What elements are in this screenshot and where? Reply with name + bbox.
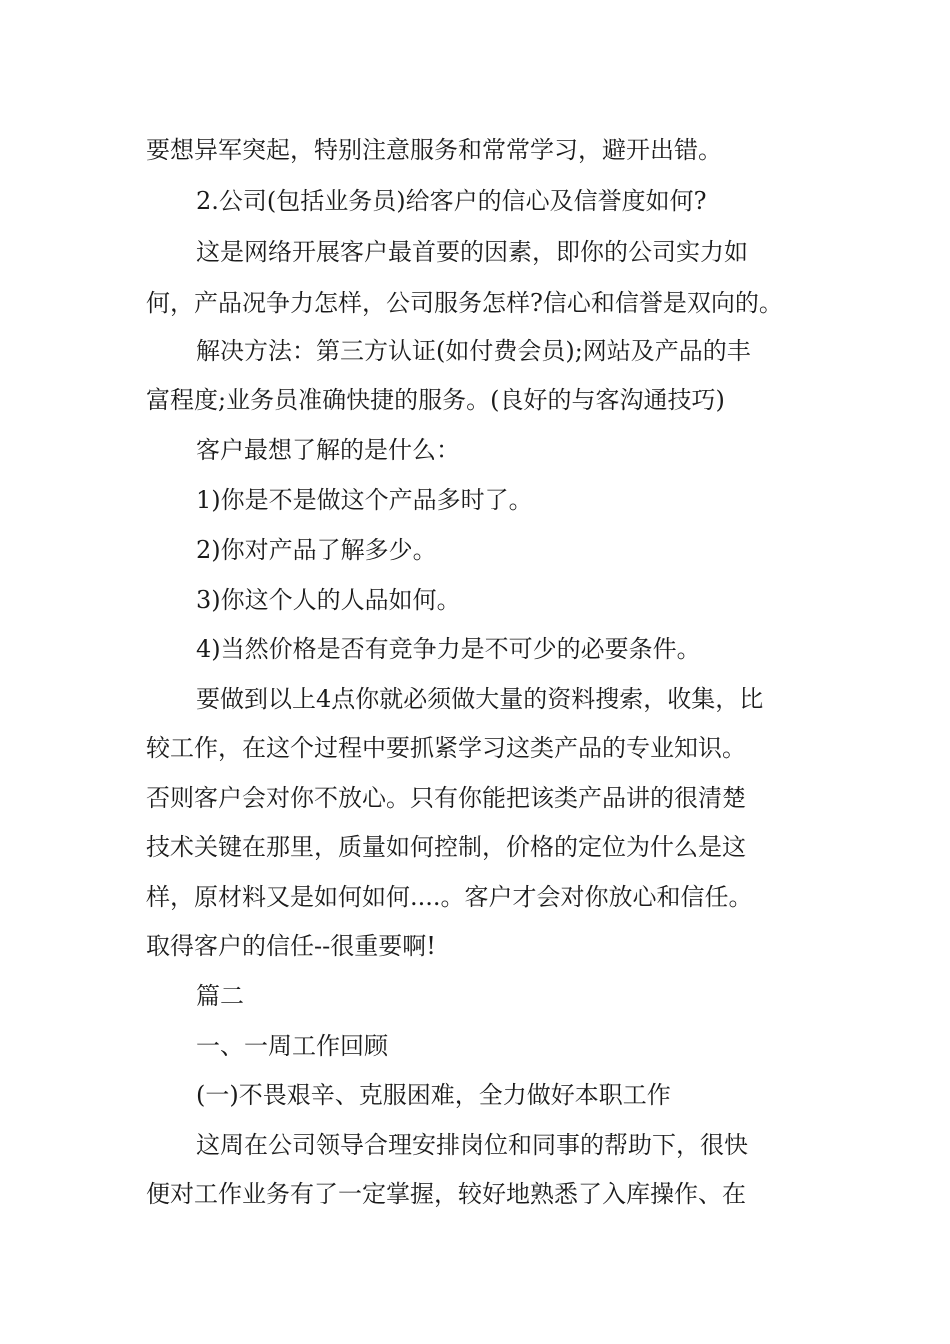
text-line: 样，原材料又是如何如何....。客户才会对你放心和信任。 [146, 883, 753, 911]
text-line: 技术关键在那里，质量如何控制，价格的定位为什么是这 [146, 833, 746, 861]
text-line: 要想异军突起，特别注意服务和常常学习，避开出错。 [146, 136, 722, 164]
text-line: 客户最想了解的是什么： [196, 436, 460, 464]
list-item: 4)当然价格是否有竞争力是不可少的必要条件。 [196, 635, 701, 663]
text-line: 要做到以上4点你就必须做大量的资料搜索，收集，比 [196, 685, 764, 713]
text-line: 否则客户会对你不放心。只有你能把该类产品讲的很清楚 [146, 784, 746, 812]
subsection-heading: (一)不畏艰辛、克服困难，全力做好本职工作 [196, 1081, 671, 1109]
list-item: 1)你是不是做这个产品多时了。 [196, 486, 533, 514]
list-item: 3)你这个人的人品如何。 [196, 586, 461, 614]
section-heading: 篇二 [196, 982, 244, 1010]
text-line: 富程度;业务员准确快捷的服务。(良好的与客沟通技巧) [146, 386, 725, 414]
text-line: 较工作，在这个过程中要抓紧学习这类产品的专业知识。 [146, 734, 746, 762]
text-line: 便对工作业务有了一定掌握，较好地熟悉了入库操作、在 [146, 1180, 746, 1208]
list-item: 2)你对产品了解多少。 [196, 536, 437, 564]
text-line: 2.公司(包括业务员)给客户的信心及信誉度如何? [196, 187, 707, 215]
text-line: 取得客户的信任--很重要啊! [146, 932, 436, 960]
text-line: 何，产品况争力怎样，公司服务怎样?信心和信誉是双向的。 [146, 289, 783, 317]
text-line: 这周在公司领导合理安排岗位和同事的帮助下，很快 [196, 1131, 748, 1159]
text-line: 解决方法：第三方认证(如付费会员);网站及产品的丰 [196, 337, 751, 365]
text-line: 这是网络开展客户最首要的因素，即你的公司实力如 [196, 238, 748, 266]
section-heading: 一、一周工作回顾 [196, 1032, 388, 1060]
